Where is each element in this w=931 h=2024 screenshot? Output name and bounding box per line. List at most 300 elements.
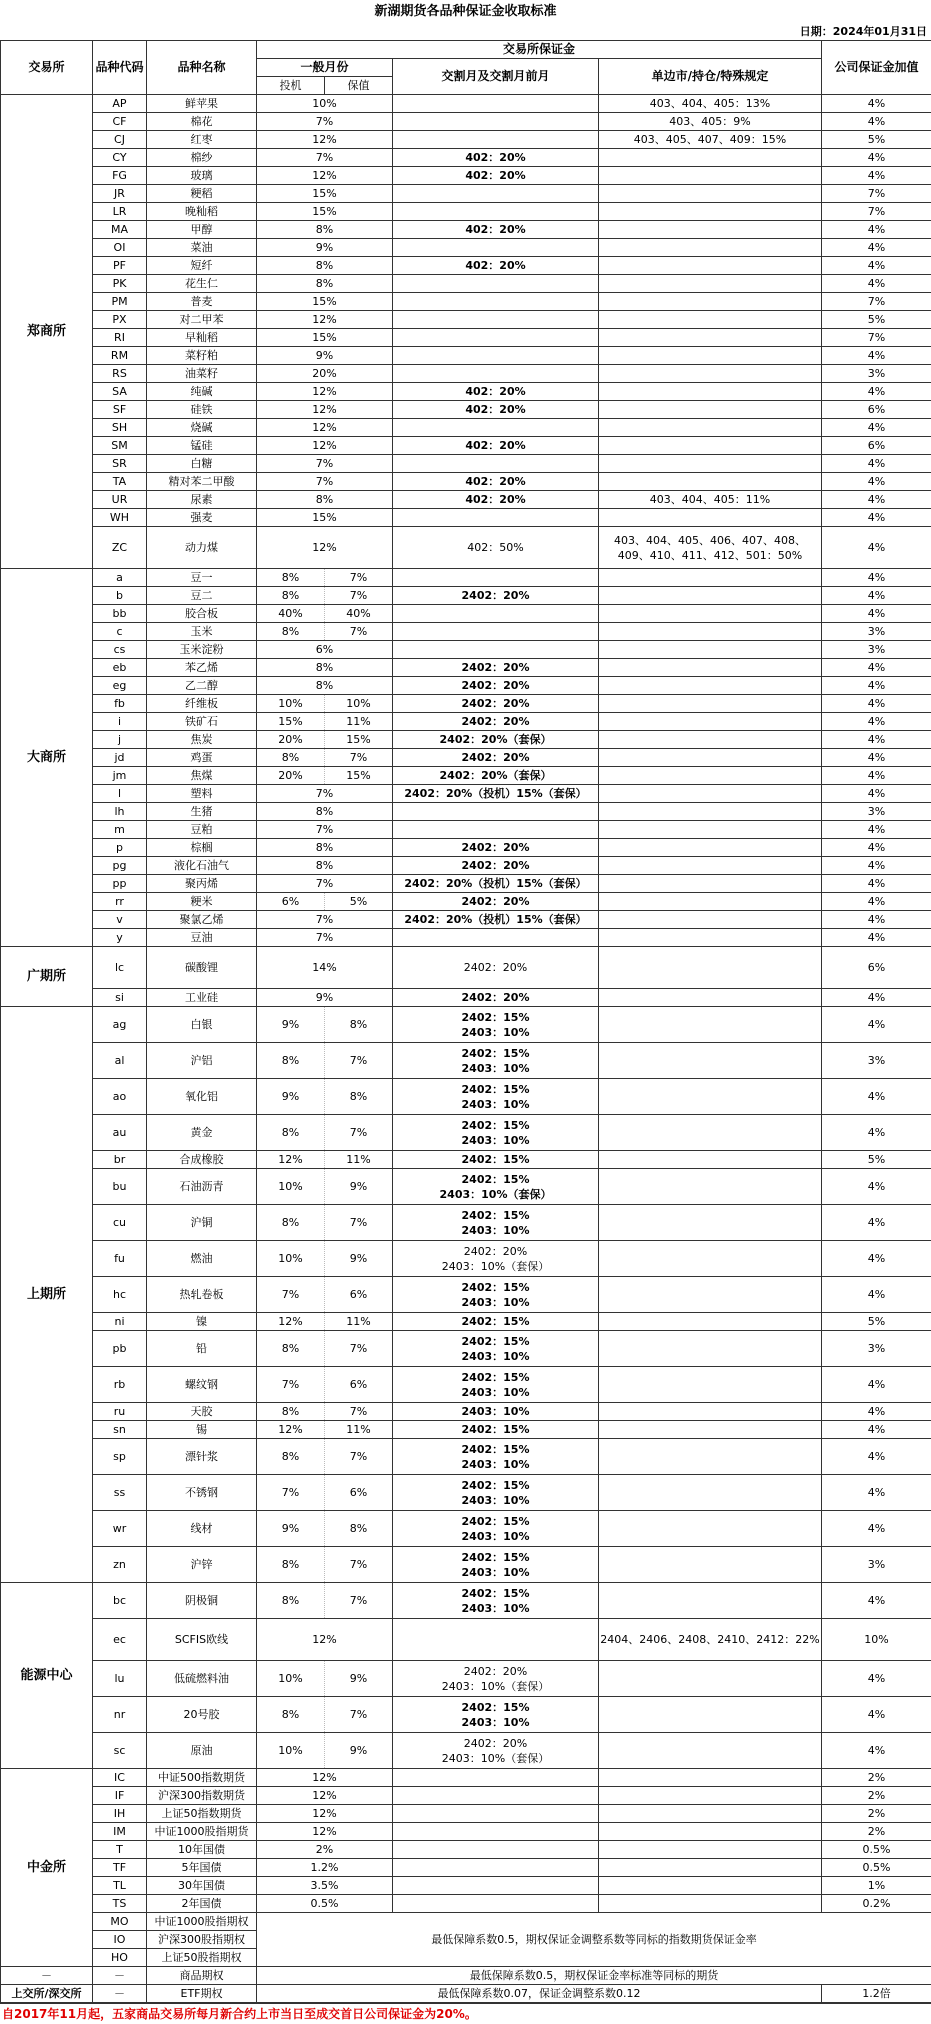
exchange-name: 广期所 [1, 947, 93, 1007]
delivery-margin [393, 95, 599, 113]
hedge-margin: 7% [325, 569, 393, 587]
company-add: 4% [822, 1439, 931, 1475]
special-rule [599, 803, 822, 821]
date-label: 日期：2024年01月31日 [0, 24, 931, 40]
header-exchange-margin: 交易所保证金 [257, 41, 822, 59]
delivery-margin: 402：20% [393, 257, 599, 275]
company-add: 4% [822, 1169, 931, 1205]
spec-margin: 10% [257, 1733, 325, 1769]
special-rule [599, 401, 822, 419]
delivery-margin: 402：20% [393, 437, 599, 455]
table-row [1, 641, 931, 659]
header-general-month: 一般月份 [257, 59, 393, 77]
product-name: 不锈钢 [147, 1475, 257, 1511]
table-row [1, 473, 931, 491]
table-row [1, 1403, 931, 1421]
product-name: 黄金 [147, 1115, 257, 1151]
product-name: 沪铜 [147, 1205, 257, 1241]
product-code: pb [93, 1331, 147, 1367]
delivery-margin: 2403：10% [393, 1403, 599, 1421]
company-add: 4% [822, 473, 931, 491]
company-add: 4% [822, 569, 931, 587]
special-rule [599, 1787, 822, 1805]
special-rule [599, 1805, 822, 1823]
special-rule [599, 1769, 822, 1787]
delivery-line-2: 2403：10% [393, 1061, 598, 1076]
delivery-line-2: 2403：10% [393, 1715, 598, 1730]
general-margin: 12% [257, 527, 393, 569]
company-add: 4% [822, 677, 931, 695]
company-add: 3% [822, 623, 931, 641]
product-code: cu [93, 1205, 147, 1241]
special-rule [599, 1475, 822, 1511]
special-rule [599, 365, 822, 383]
special-rule [599, 1277, 822, 1313]
footer-note: 自2017年11月起，五家商品交易所每月新合约上市当日至成交首日公司保证金为20%。 [0, 2003, 931, 2024]
delivery-margin: 402：20% [393, 383, 599, 401]
company-add: 4% [822, 1277, 931, 1313]
delivery-margin: 2402：20% [393, 695, 599, 713]
product-name: 胶合板 [147, 605, 257, 623]
company-add: 2% [822, 1805, 931, 1823]
product-name: 精对苯二甲酸 [147, 473, 257, 491]
special-rule [599, 1733, 822, 1769]
product-code: ss [93, 1475, 147, 1511]
product-name: 线材 [147, 1511, 257, 1547]
company-add: 7% [822, 329, 931, 347]
table-row [1, 1583, 931, 1619]
special-rule [599, 947, 822, 989]
spec-margin: 20% [257, 731, 325, 749]
company-add: 4% [822, 893, 931, 911]
company-add: 4% [822, 347, 931, 365]
product-name: 碳酸锂 [147, 947, 257, 989]
general-margin: 20% [257, 365, 393, 383]
company-add: 4% [822, 1583, 931, 1619]
product-code: TS [93, 1895, 147, 1913]
product-name: 焦煤 [147, 767, 257, 785]
delivery-line-2: 2403：10% [393, 1457, 598, 1472]
special-rule [599, 1511, 822, 1547]
product-name: 沪深300股指期权 [147, 1931, 257, 1949]
delivery-line: 2402：15% [393, 1118, 598, 1133]
spec-margin: 20% [257, 767, 325, 785]
company-add: 2% [822, 1769, 931, 1787]
spec-margin: 9% [257, 1079, 325, 1115]
delivery-line: 2402：15% [393, 1046, 598, 1061]
product-code: IH [93, 1805, 147, 1823]
product-code: HO [93, 1949, 147, 1967]
general-margin: 15% [257, 185, 393, 203]
spec-margin: 8% [257, 1115, 325, 1151]
delivery-margin [393, 1769, 599, 1787]
spec-margin: 9% [257, 1511, 325, 1547]
company-add: 4% [822, 509, 931, 527]
product-name: 低硫燃料油 [147, 1661, 257, 1697]
company-add: 4% [822, 1661, 931, 1697]
commodity-options-note: 最低保障系数0.5，期权保证金率标准等同标的期货 [257, 1967, 931, 1985]
delivery-margin [393, 1205, 599, 1241]
product-code: IF [93, 1787, 147, 1805]
company-add: 0.5% [822, 1841, 931, 1859]
table-row [1, 929, 931, 947]
delivery-margin [393, 1823, 599, 1841]
company-add: 4% [822, 1697, 931, 1733]
company-add: 4% [822, 95, 931, 113]
delivery-line: 2402：15% [393, 1334, 598, 1349]
table-row [1, 275, 931, 293]
product-name: 20号胶 [147, 1697, 257, 1733]
table-row [1, 1367, 931, 1403]
product-code: bb [93, 605, 147, 623]
table-row [1, 1733, 931, 1769]
special-rule [599, 695, 822, 713]
table-row [1, 1913, 931, 1931]
product-name: 液化石油气 [147, 857, 257, 875]
hedge-margin: 11% [325, 1151, 393, 1169]
product-name: 短纤 [147, 257, 257, 275]
delivery-line: 2402：15% [393, 1550, 598, 1565]
special-rule [599, 509, 822, 527]
product-code: MO [93, 1913, 147, 1931]
product-code: sn [93, 1421, 147, 1439]
delivery-line-2: 2403：10% [393, 1295, 598, 1310]
spec-margin: 8% [257, 1439, 325, 1475]
table-row [1, 893, 931, 911]
special-rule [599, 1841, 822, 1859]
product-name: 红枣 [147, 131, 257, 149]
special-rule [599, 569, 822, 587]
table-row [1, 527, 931, 569]
product-code: nr [93, 1697, 147, 1733]
delivery-margin: 2402：20% [393, 587, 599, 605]
product-name: 燃油 [147, 1241, 257, 1277]
delivery-line: 2402：15% [393, 1370, 598, 1385]
special-rule [599, 1877, 822, 1895]
special-rule: 403、404、405、406、407、408、409、410、411、412、501：50% [599, 527, 822, 569]
exchange-name: 郑商所 [1, 95, 93, 569]
delivery-line: 2402：20% [393, 1244, 598, 1259]
general-margin: 9% [257, 239, 393, 257]
hedge-margin: 7% [325, 1403, 393, 1421]
general-margin: 7% [257, 473, 393, 491]
delivery-margin: 2402：20% [393, 713, 599, 731]
product-code: p [93, 839, 147, 857]
company-add: 3% [822, 1331, 931, 1367]
product-code: jd [93, 749, 147, 767]
product-code: TF [93, 1859, 147, 1877]
product-name: 豆二 [147, 587, 257, 605]
spec-margin: 8% [257, 1205, 325, 1241]
company-add: 4% [822, 821, 931, 839]
company-add: 3% [822, 803, 931, 821]
product-code: br [93, 1151, 147, 1169]
delivery-margin [393, 293, 599, 311]
product-name: 对二甲苯 [147, 311, 257, 329]
special-rule [599, 1241, 822, 1277]
delivery-margin: 2402：20% [393, 839, 599, 857]
company-add: 4% [822, 491, 931, 509]
delivery-margin: 402：20% [393, 167, 599, 185]
header-spec: 投机 [257, 77, 325, 95]
general-margin: 12% [257, 167, 393, 185]
delivery-margin [393, 1697, 599, 1733]
company-add: 4% [822, 731, 931, 749]
company-add: 4% [822, 749, 931, 767]
general-margin: 12% [257, 311, 393, 329]
special-rule [599, 1547, 822, 1583]
delivery-line: 2402：15% [393, 1172, 598, 1187]
company-add: 4% [822, 1115, 931, 1151]
special-rule [599, 821, 822, 839]
table-row [1, 911, 931, 929]
special-rule [599, 659, 822, 677]
general-margin: 12% [257, 1823, 393, 1841]
special-rule [599, 239, 822, 257]
spec-margin: 8% [257, 1547, 325, 1583]
spec-margin: 7% [257, 1367, 325, 1403]
general-margin: 7% [257, 875, 393, 893]
company-add: 4% [822, 1475, 931, 1511]
product-name: 工业硅 [147, 989, 257, 1007]
general-margin: 12% [257, 1619, 393, 1661]
special-rule [599, 641, 822, 659]
table-row [1, 1313, 931, 1331]
product-name: 中证1000股指期货 [147, 1823, 257, 1841]
product-name: 10年国债 [147, 1841, 257, 1859]
special-rule [599, 293, 822, 311]
delivery-margin [393, 1115, 599, 1151]
table-row [1, 221, 931, 239]
product-name: 普麦 [147, 293, 257, 311]
table-row [1, 1697, 931, 1733]
delivery-margin [393, 203, 599, 221]
product-code: T [93, 1841, 147, 1859]
delivery-margin: 2402：15% [393, 1421, 599, 1439]
company-add: 4% [822, 659, 931, 677]
table-row [1, 803, 931, 821]
table-row [1, 203, 931, 221]
product-name: 乙二醇 [147, 677, 257, 695]
delivery-line: 2402：15% [393, 1280, 598, 1295]
product-name: 聚氯乙烯 [147, 911, 257, 929]
spec-margin: 12% [257, 1313, 325, 1331]
company-add: 3% [822, 1043, 931, 1079]
delivery-margin [393, 275, 599, 293]
delivery-line-2: 2403：10% [393, 1529, 598, 1544]
delivery-line-2: 2403：10%（套保） [393, 1679, 598, 1694]
table-row [1, 401, 931, 419]
product-code: m [93, 821, 147, 839]
delivery-margin [393, 1733, 599, 1769]
delivery-margin: 402：20% [393, 473, 599, 491]
product-name: 上证50股指期权 [147, 1949, 257, 1967]
special-rule [599, 257, 822, 275]
product-name: 锰硅 [147, 437, 257, 455]
delivery-line: 2402：15% [393, 1514, 598, 1529]
company-add: 6% [822, 401, 931, 419]
table-row [1, 149, 931, 167]
company-add: 4% [822, 239, 931, 257]
product-name: 棉花 [147, 113, 257, 131]
special-rule [599, 713, 822, 731]
special-rule [599, 347, 822, 365]
delivery-margin: 2402：20% [393, 749, 599, 767]
spec-margin: 6% [257, 893, 325, 911]
company-add: 3% [822, 365, 931, 383]
delivery-margin: 2402：20%（套保） [393, 731, 599, 749]
product-code: lh [93, 803, 147, 821]
special-rule: 2404、2406、2408、2410、2412：22% [599, 1619, 822, 1661]
general-margin: 12% [257, 419, 393, 437]
product-name: 2年国债 [147, 1895, 257, 1913]
product-name: 纤维板 [147, 695, 257, 713]
hedge-margin: 9% [325, 1661, 393, 1697]
general-margin: 10% [257, 95, 393, 113]
company-add: 4% [822, 713, 931, 731]
delivery-margin: 402：20% [393, 491, 599, 509]
delivery-margin [393, 1439, 599, 1475]
general-margin: 3.5% [257, 1877, 393, 1895]
product-name: 聚丙烯 [147, 875, 257, 893]
table-row [1, 1877, 931, 1895]
special-rule [599, 1205, 822, 1241]
product-name: 漂针浆 [147, 1439, 257, 1475]
general-margin: 15% [257, 293, 393, 311]
exchange-name: 上交所/深交所 [1, 1985, 93, 2003]
product-name: 白银 [147, 1007, 257, 1043]
product-code: c [93, 623, 147, 641]
delivery-margin [393, 1859, 599, 1877]
spec-margin: 8% [257, 1403, 325, 1421]
delivery-margin [393, 821, 599, 839]
general-margin: 8% [257, 275, 393, 293]
company-add: 4% [822, 257, 931, 275]
general-margin: 7% [257, 821, 393, 839]
delivery-margin [393, 1079, 599, 1115]
product-name: 豆一 [147, 569, 257, 587]
product-name: 锡 [147, 1421, 257, 1439]
special-rule [599, 1823, 822, 1841]
delivery-margin [393, 113, 599, 131]
table-row [1, 857, 931, 875]
general-margin: 12% [257, 1787, 393, 1805]
product-code: LR [93, 203, 147, 221]
delivery-margin [393, 929, 599, 947]
product-code: SA [93, 383, 147, 401]
company-add: 6% [822, 947, 931, 989]
general-margin: 6% [257, 641, 393, 659]
general-margin: 7% [257, 113, 393, 131]
product-code: au [93, 1115, 147, 1151]
hedge-margin: 11% [325, 1421, 393, 1439]
product-name: 塑料 [147, 785, 257, 803]
header-company-add: 公司保证金加值 [822, 41, 931, 95]
exchange-name: 大商所 [1, 569, 93, 947]
product-name: 沪深300指数期货 [147, 1787, 257, 1805]
product-code: b [93, 587, 147, 605]
table-row [1, 1967, 931, 1985]
company-add: 1.2倍 [822, 1985, 931, 2003]
company-add: 4% [822, 695, 931, 713]
general-margin: 7% [257, 929, 393, 947]
product-code: ag [93, 1007, 147, 1043]
table-row [1, 1823, 931, 1841]
spec-margin: 40% [257, 605, 325, 623]
company-add: 4% [822, 113, 931, 131]
delivery-margin [393, 1841, 599, 1859]
product-name: 晚籼稻 [147, 203, 257, 221]
product-code: wr [93, 1511, 147, 1547]
table-row [1, 1661, 931, 1697]
product-code: － [93, 1985, 147, 2003]
product-code: hc [93, 1277, 147, 1313]
company-add: 4% [822, 455, 931, 473]
delivery-line-2: 2403：10%（套保） [393, 1187, 598, 1202]
product-code: CJ [93, 131, 147, 149]
delivery-margin [393, 239, 599, 257]
special-rule [599, 1895, 822, 1913]
hedge-margin: 7% [325, 623, 393, 641]
product-name: 螺纹钢 [147, 1367, 257, 1403]
special-rule [599, 329, 822, 347]
hedge-margin: 5% [325, 893, 393, 911]
hedge-margin: 7% [325, 1331, 393, 1367]
delivery-margin: 2402：15% [393, 1151, 599, 1169]
product-code: zn [93, 1547, 147, 1583]
product-name: 菜籽粕 [147, 347, 257, 365]
hedge-margin: 7% [325, 1205, 393, 1241]
hedge-margin: 6% [325, 1277, 393, 1313]
special-rule [599, 473, 822, 491]
table-row [1, 1169, 931, 1205]
spec-margin: 12% [257, 1151, 325, 1169]
company-add: 5% [822, 1151, 931, 1169]
spec-margin: 15% [257, 713, 325, 731]
general-margin: 7% [257, 455, 393, 473]
product-code: IC [93, 1769, 147, 1787]
hedge-margin: 15% [325, 767, 393, 785]
company-add: 4% [822, 989, 931, 1007]
spec-margin: 8% [257, 1583, 325, 1619]
delivery-margin: 402：20% [393, 401, 599, 419]
table-row [1, 605, 931, 623]
product-code: WH [93, 509, 147, 527]
table-row [1, 95, 931, 113]
product-code: SM [93, 437, 147, 455]
delivery-margin: 402：20% [393, 149, 599, 167]
company-add: 10% [822, 1619, 931, 1661]
table-row [1, 185, 931, 203]
delivery-margin: 2402：20% [393, 677, 599, 695]
product-name: 镍 [147, 1313, 257, 1331]
product-code: l [93, 785, 147, 803]
company-add: 1% [822, 1877, 931, 1895]
general-margin: 1.2% [257, 1859, 393, 1877]
hedge-margin: 9% [325, 1733, 393, 1769]
product-code: v [93, 911, 147, 929]
special-rule [599, 1421, 822, 1439]
product-name: 粳米 [147, 893, 257, 911]
product-name: 鸡蛋 [147, 749, 257, 767]
table-row [1, 383, 931, 401]
product-name: 苯乙烯 [147, 659, 257, 677]
spec-margin: 7% [257, 1277, 325, 1313]
table-row [1, 1787, 931, 1805]
general-margin: 8% [257, 677, 393, 695]
delivery-line: 2402：15% [393, 1082, 598, 1097]
product-name: 豆油 [147, 929, 257, 947]
